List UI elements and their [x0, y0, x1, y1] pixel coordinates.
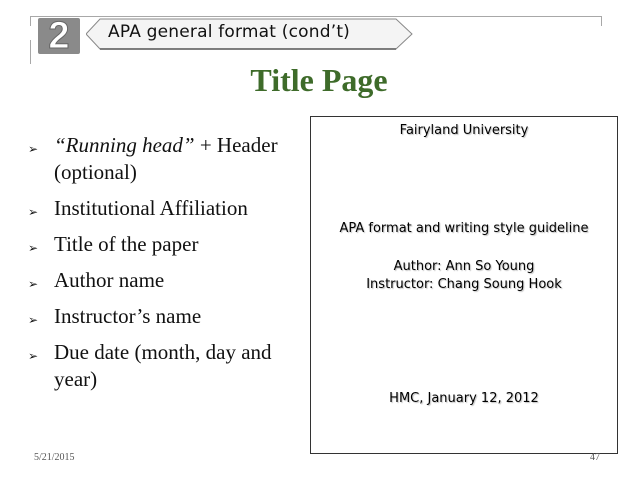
- left-tick: [30, 40, 31, 64]
- arrow-bullet-icon: ➢: [28, 241, 39, 255]
- arrow-bullet-icon: ➢: [28, 205, 39, 219]
- top-rule-left-cap: [30, 16, 31, 26]
- page-number: 47: [590, 452, 600, 463]
- bullet-running-head: ➢ “Running head” + Header (optional): [28, 133, 278, 184]
- bullet-title-of-paper: ➢ Title of the paper: [28, 231, 318, 258]
- top-rule-right-cap: [601, 16, 602, 26]
- tp-university: Fairyland University: [399, 123, 529, 138]
- bullet-institutional-affiliation: ➢ Institutional Affiliation: [28, 195, 318, 222]
- section-number-box: [38, 15, 80, 57]
- tp-instructor: Instructor: Chang Soung Hook: [366, 277, 562, 292]
- tp-author: Author: Ann So Young: [393, 259, 535, 274]
- section-label: APA general format (cond’t): [108, 22, 351, 42]
- tp-date-line: HMC, January 12, 2012: [389, 391, 539, 406]
- arrow-bullet-icon: ➢: [28, 313, 39, 327]
- footer-date: 5/21/2015: [34, 452, 75, 463]
- bullet-author-name: ➢ Author name: [28, 267, 318, 294]
- arrow-bullet-icon: ➢: [28, 277, 39, 291]
- arrow-bullet-icon: ➢: [28, 142, 39, 156]
- section-header-band: [86, 18, 414, 50]
- bullet-instructor-name: ➢ Instructor’s name: [28, 303, 318, 330]
- bullet-list: [28, 132, 318, 402]
- slide-title: Title Page: [250, 62, 388, 98]
- section-number: 2: [48, 15, 70, 57]
- title-page-example: [310, 116, 618, 454]
- arrow-bullet-icon: ➢: [28, 349, 39, 363]
- top-rule: [30, 16, 602, 17]
- tp-paper-title: APA format and writing style guideline: [339, 221, 589, 236]
- bullet-due-date: ➢ Due date (month, day and year): [28, 340, 272, 391]
